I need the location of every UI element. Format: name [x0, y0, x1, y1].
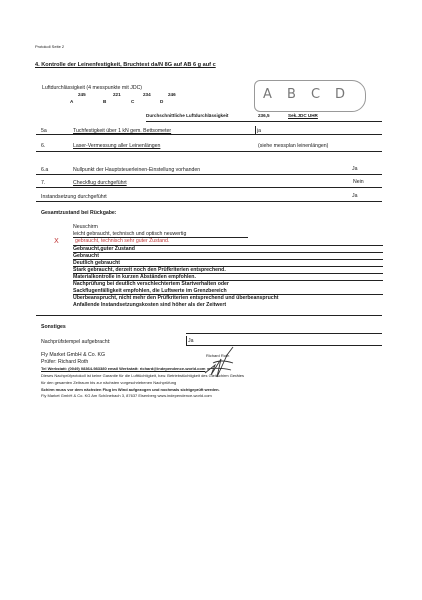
air-permeability-value-1: 245 [78, 92, 86, 97]
divider [146, 121, 382, 122]
measure-point-b: B [103, 99, 107, 104]
company-name: Fly Market GmbH & Co. KG [41, 352, 105, 358]
section-4-title: 4. Kontrolle der Leinenfestigkeit, Bruchtest da/N 8G auf AB 6 g auf c [35, 62, 216, 68]
row-5a-label: Tuchfestigkeit über 1 kN gem. Bettsometer [73, 128, 172, 134]
row-6-value: (siehe messplan leinenlängen) [258, 143, 329, 149]
misc-label: Sonstiges [41, 324, 66, 330]
condition-option: Materialkontrolle in kurzen Abständen empfohlen. [73, 274, 196, 280]
condition-option: Gebraucht [73, 253, 99, 259]
divider [36, 151, 382, 152]
condition-option: Neuschirm [73, 224, 98, 230]
air-permeability-value-2: 221 [113, 92, 121, 97]
notice-line: Schirm muss vor dem nächsten Flug im Wind aufgezogen und nochmals sichtgeprüft werden. [41, 387, 220, 392]
grade-b: B [287, 87, 296, 102]
row-6a-label: Nullpunkt der Hauptsteuerleinen-Einstellung vorhanden [73, 167, 201, 173]
condition-option: Anfallende Instandsetzungskosten sind höher als der Zeitwert [73, 302, 227, 308]
row-6a-number: 6.a [41, 167, 49, 173]
row-5a-value: ja [257, 128, 262, 134]
row-7-number: 7. [41, 180, 46, 186]
condition-option: Nachprüfung bei deutlich verschlechtertem Startverhalten oder [73, 281, 229, 287]
contact-line: Tel Werkstatt: (0049) 08364-983380 email Werkstatt: richard@independence-world.com [41, 366, 206, 371]
divider [186, 336, 187, 345]
divider [73, 252, 383, 253]
row-8-label: Instandsetzung durchgeführt [41, 194, 107, 200]
condition-check-mark: X [54, 237, 59, 245]
divider [36, 315, 382, 316]
signature-image [197, 343, 241, 381]
row-6a-value: Ja [352, 166, 358, 172]
disclaimer-line: für den gesamten Zeitraum bis zur nächsten vorgeschriebenen Nachprüfung [41, 380, 177, 385]
average-air-permeability-label: Durchschnittliche Luftdurchlässigkeit [146, 113, 229, 118]
measure-point-c: C [131, 99, 135, 104]
stamp-label: Nachprüfstempel aufgebracht: [41, 339, 111, 345]
condition-option: leicht gebraucht, technisch und optisch neuwertig [73, 231, 187, 237]
divider [36, 187, 382, 188]
condition-option: Überbeansprucht, nicht mehr den Prüfkriterien entsprechend und überbeansprucht [73, 295, 279, 301]
page-label: Protokoll Seite 2 [35, 44, 65, 49]
row-5a-number: 5a [41, 128, 47, 134]
measure-point-d: D [160, 99, 164, 104]
measure-point-a: A [70, 99, 74, 104]
divider [36, 134, 382, 135]
average-air-permeability-value: 236,5 [258, 113, 270, 118]
row-7-label: Checkflug durchgeführt [73, 180, 127, 186]
inspector-name: Prüfer: Richard Roth [41, 359, 89, 365]
grade-a: A [263, 87, 272, 102]
row-8-value: Ja [352, 193, 358, 199]
row-6-label: Laser-Vermessung aller Leinenlängen [73, 143, 161, 149]
air-permeability-label: Luftdurchlässigkeit (4 messpunkte mit JDC) [42, 85, 143, 91]
condition-option: Sackflugenfälligkeit empfohlen, die Luftwerte im Grenzbereich [73, 288, 227, 294]
air-permeability-value-3: 234 [143, 92, 151, 97]
address-line: Fly Market GmbH & Co. KG Am Schönebach 3, 87637 Eisenberg www.independence-world.com [41, 393, 212, 398]
condition-option-selected: gebraucht, technisch sehr guter Zustand. [75, 238, 170, 244]
grade-box [254, 80, 366, 112]
divider [186, 333, 382, 334]
signature-name: Richard Roth [206, 353, 230, 358]
divider [36, 201, 382, 202]
grade-c: C [311, 87, 321, 102]
row-6-number: 6. [41, 143, 46, 149]
condition-title: Gesamtzustand bei Rückgabe: [41, 210, 117, 216]
grade-d: D [335, 87, 346, 102]
divider [36, 174, 382, 175]
air-permeability-value-4: 246 [168, 92, 176, 97]
stamp-value: Ja [188, 338, 194, 344]
condition-option: Deutlich gebraucht [73, 260, 120, 266]
condition-option: Gebraucht,guter Zustand [73, 246, 135, 252]
row-7-value: Nein [353, 179, 364, 185]
disclaimer-line: Dieses Nachprüfprotokoll ist keine Garantie für die Lufttüchtigkeit, bzw. Betriebstüchtigkeit des Gleitschirm Gerätes [41, 373, 244, 378]
condition-option: Stark gebraucht, derzeit noch den Prüfkriterien entsprechend. [73, 267, 226, 273]
average-air-permeability-unit: Sek.JDC UHR [288, 113, 318, 118]
divider [255, 126, 256, 135]
